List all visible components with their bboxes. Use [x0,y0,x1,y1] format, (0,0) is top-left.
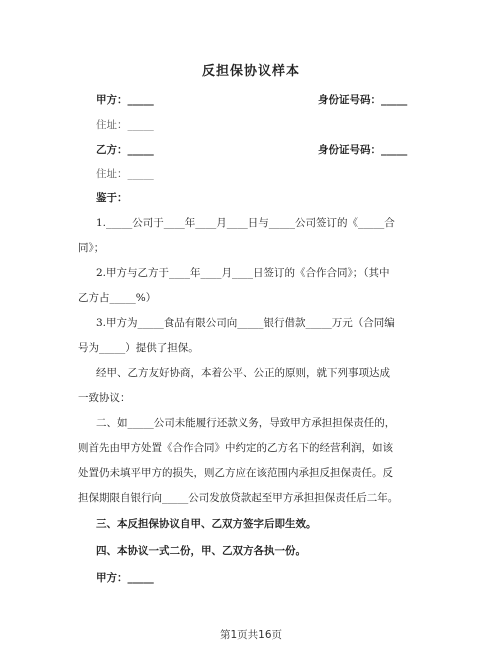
article-2-line-4: 担保期限自银行向_____公司发放贷款起至甲方承担担保责任后二年。 [78,492,399,504]
clause-3-line-1: 3.甲方为_____食品有限公司向_____银行借款_____万元（合同编 [96,317,395,329]
document-title: 反担保协议样本 [201,64,300,79]
page-footer: 第1页共16页 [219,629,283,641]
article-2-line-1: 二、如_____公司未能履行还款义务，导致甲方承担担保责任的， [96,417,396,429]
party-b-label: 乙方：_____ [96,144,154,156]
clause-3-line-2: 号为_____）提供了担保。 [78,342,199,354]
party-a-id-label: 身份证号码：_____ [318,94,408,106]
party-a-address: 住址：_____ [96,119,154,131]
intro-line-1: 经甲、乙方友好协商，本着公平、公正的原则，就下列事项达成 [96,367,390,379]
clause-1-line-2: 同》； [78,242,105,254]
clause-2-line-2: 乙方占_____%） [78,292,157,304]
party-b-id-label: 身份证号码：_____ [318,144,408,156]
party-b-address: 住址：_____ [96,168,154,180]
clause-1-line-1: 1._____公司于____年____月____日与_____公司签订的《_____合 [96,217,395,229]
article-4: 四、本协议一式二份，甲、乙双方各执一份。 [96,545,306,557]
article-2-line-3: 处置仍未填平甲方的损失，则乙方应在该范围内承担反担保责任。反 [78,467,393,479]
intro-line-2: 一致协议： [78,392,131,404]
whereas-heading: 鉴于： [96,192,128,204]
clause-2-line-1: 2.甲方与乙方于____年____月____日签订的《合作合同》；（其中 [96,267,390,279]
article-3: 三、本反担保协议自甲、乙双方签字后即生效。 [96,518,317,530]
signature-party-a: 甲方：_____ [96,572,154,584]
party-a-label: 甲方：_____ [96,94,154,106]
article-2-line-2: 则首先由甲方处置《合作合同》中约定的乙方名下的经营利润，如该 [78,442,393,454]
